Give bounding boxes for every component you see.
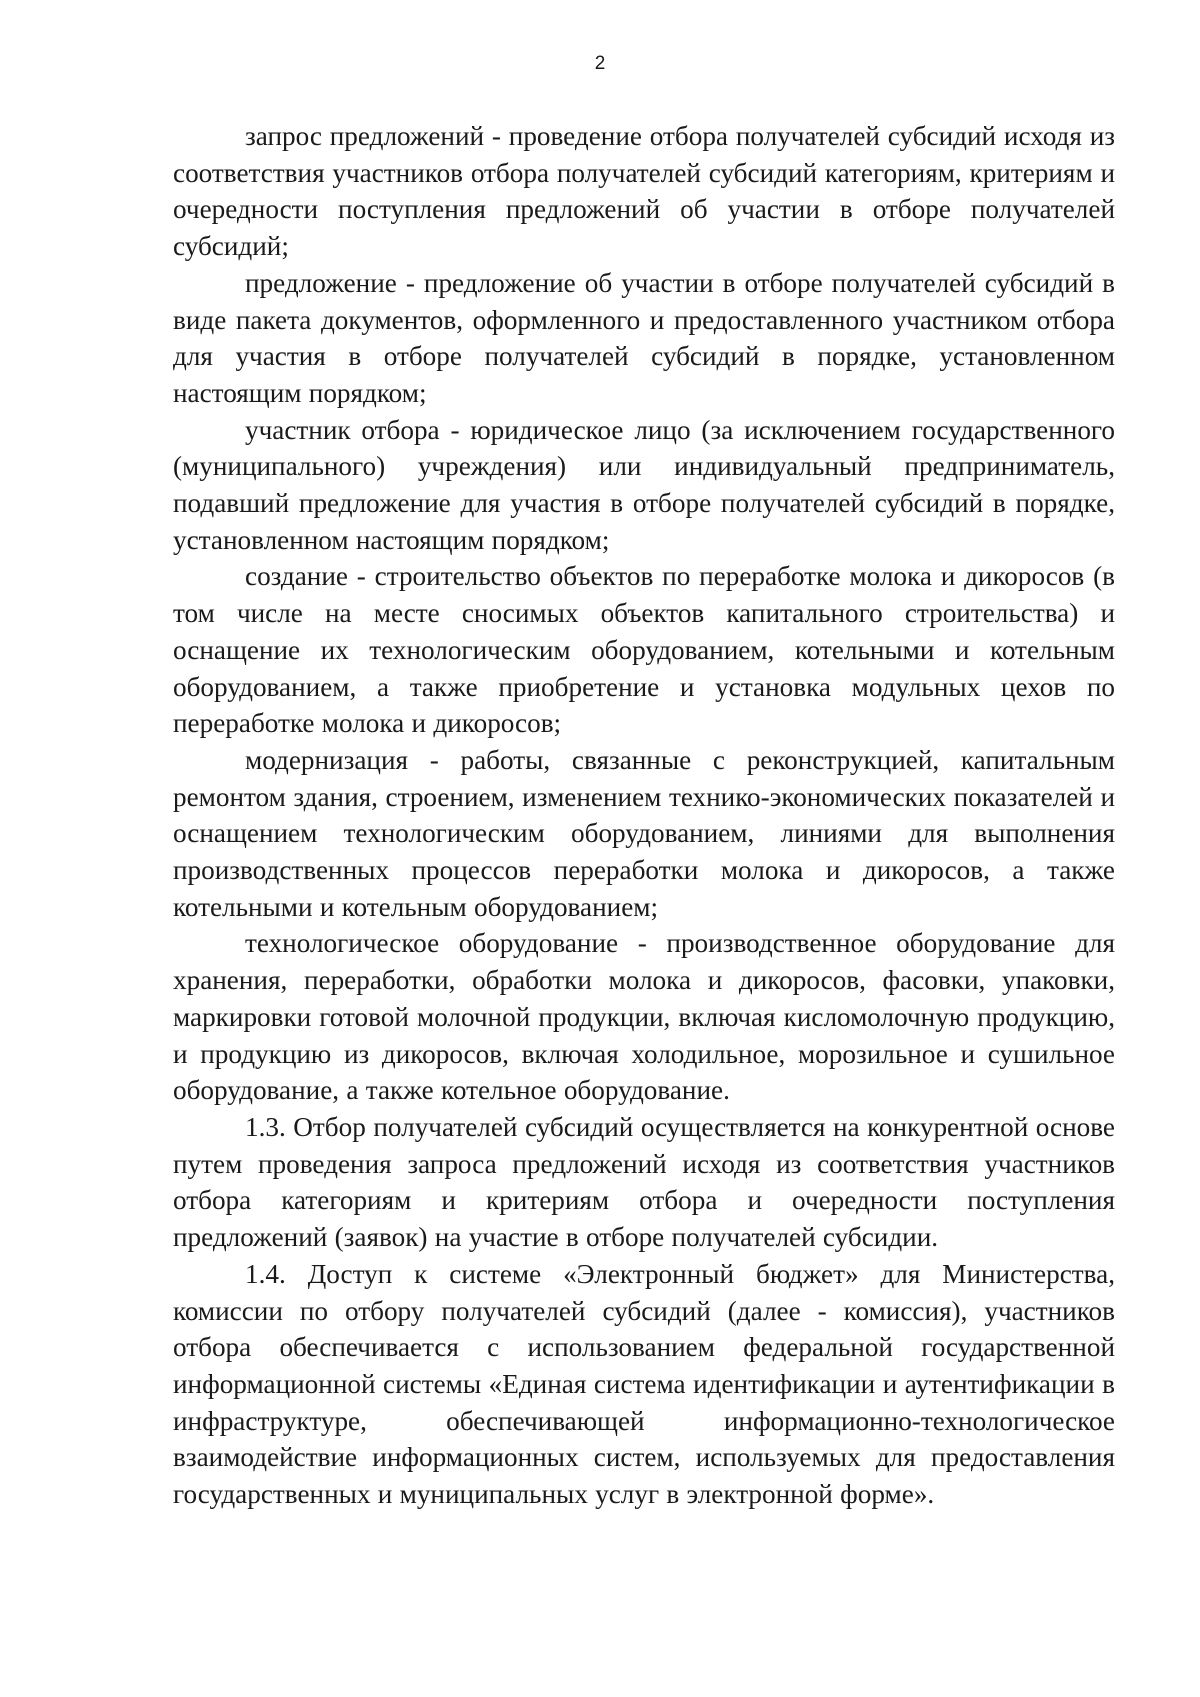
paragraph-definition-request-for-proposals: запрос предложений - проведение отбора получателей субсидий исходя из соответствия участников отбора получателей субсидий категориям, критериям и очередности поступления предложений об участии в отборе получателей субсидий; xyxy=(173,121,1115,262)
paragraph-definition-modernization: модернизация - работы, связанные с реконструкцией, капитальным ремонтом здания, строением, изменением технико-экономических показателей и оснащением технологическим оборудованием, линиями для выполнения производственных процессов переработки молока и дикоросов, а также котельными и котельным оборудованием; xyxy=(173,744,1115,922)
paragraph-section-1-4: 1.4. Доступ к системе «Электронный бюджет» для Министерства, комиссии по отбору получателей субсидий (далее - комиссия), участников отбора обеспечивается с использованием федеральной государственной информационной системы «Единая система идентификации и аутентификации в инфраструктуре, обеспечивающей информационно-технологическое взаимодействие информационных систем, используемых для предоставления государственных и муниципальных услуг в электронной форме». xyxy=(173,1258,1115,1510)
paragraph-definition-creation: создание - строительство объектов по переработке молока и дикоросов (в том числе на месте сносимых объектов капитального строительства) и оснащение их технологическим оборудованием, котельными и котельным оборудованием, а также приобретение и установка модульных цехов по переработке молока и дикоросов; xyxy=(173,561,1115,739)
paragraph-section-1-3: 1.3. Отбор получателей субсидий осуществляется на конкурентной основе путем проведения запроса предложений исходя из соответствия участников отбора категориям и критериям отбора и очередности поступления предложений (заявок) на участие в отборе получателей субсидии. xyxy=(173,1111,1115,1253)
paragraph-definition-selection-participant: участник отбора - юридическое лицо (за исключением государственного (муниципального) учреждения) или индивидуальный предприниматель, подавший предложение для участия в отборе получателей субсидий в порядке, установленном настоящим порядком; xyxy=(173,414,1115,555)
paragraph-definition-technological-equipment: технологическое оборудование - производственное оборудование для хранения, переработки, обработки молока и дикоросов, фасовки, упаковки, маркировки готовой молочной продукции, включая кисломолочную продукцию, и продукцию из дикоросов, включая холодильное, морозильное и сушильное оборудование, а также котельное оборудование. xyxy=(173,928,1115,1106)
page-number: 2 xyxy=(594,53,606,74)
paragraph-definition-proposal: предложение - предложение об участии в отборе получателей субсидий в виде пакета документов, оформленного и предоставленного участником отбора для участия в отборе получателей субсидий в порядке, установленном настоящим порядком; xyxy=(173,267,1115,408)
document-body xyxy=(173,118,1115,1513)
